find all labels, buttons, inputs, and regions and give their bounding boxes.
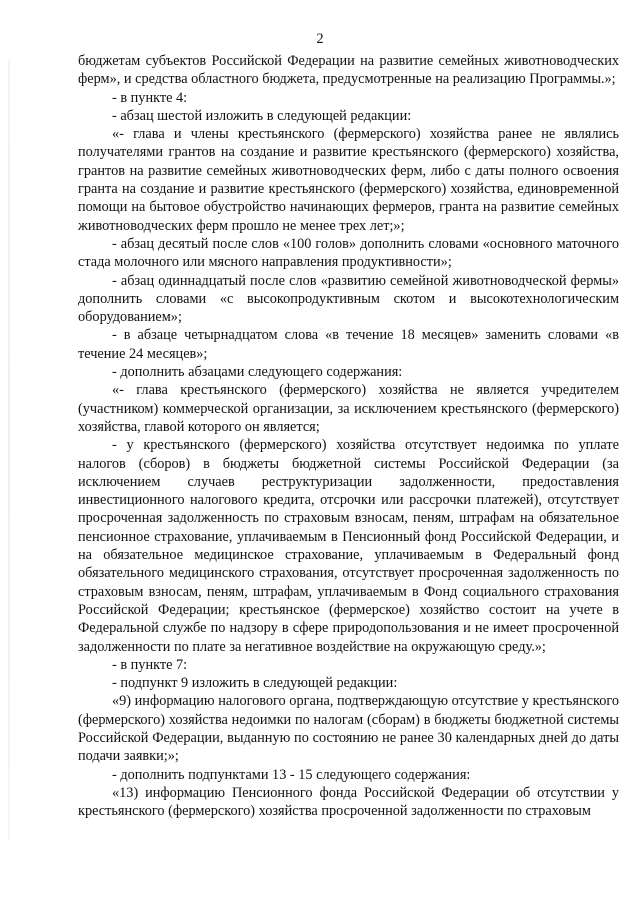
paragraph-1: бюджетам субъектов Российской Федерации на развитие семейных животноводческих ферм», и средства областного бюджета, предусмотренные на реализацию Программы.»; [78, 53, 619, 88]
paragraph-14: - дополнить подпунктами 13 - 15 следующего содержания: [112, 766, 471, 783]
paragraph-8: - дополнить абзацами следующего содержания: [112, 364, 403, 381]
paragraph-11: - в пункте 7: [112, 656, 188, 673]
page-number: 2 [316, 31, 324, 47]
paragraph-3: - абзац шестой изложить в следующей редакции: [112, 107, 412, 124]
document-body [78, 52, 619, 820]
paragraph-12: - подпункт 9 изложить в следующей редакции: [112, 675, 398, 692]
scan-edge-shadow [8, 60, 10, 840]
paragraph-2: - в пункте 4: [112, 89, 188, 106]
paragraph-4: «- глава и члены крестьянского (фермерского) хозяйства ранее не являлись получателями грантов на создание и развитие крестьянского (фермерского) хозяйства, грантов на развитие семейных животноводческих ферм, либо с даты полного освоения гранта на создание и развитие крестьянского (фермерского) хозяйства, единовременной помощи на бытовое обустройство начинающих фермеров, гранта на развитие семейных животноводческих ферм прошло не менее трех лет;»; [78, 126, 619, 234]
paragraph-13: «9) информацию налогового органа, подтверждающую отсутствие у крестьянского (фермерского) хозяйства недоимки по налогам (сборам) в бюджеты бюджетной системы Российской Федерации, выданную по состоянию не ранее 30 календарных дней до даты подачи заявки;»; [78, 693, 619, 765]
paragraph-5: - абзац десятый после слов «100 голов» дополнить словами «основного маточного стада молочного или мясного направления продуктивности»; [78, 235, 619, 271]
paragraph-7: - в абзаце четырнадцатом слова «в течение 18 месяцев» заменить словами «в течение 24 месяцев»; [78, 327, 619, 362]
paragraph-10: - у крестьянского (фермерского) хозяйства отсутствует недоимка по уплате налогов (сборов) в бюджеты бюджетной системы Российской Федерации (за исключением случаев реструктуризации задолженности, предоставления инвестиционного налогового кредита, отсрочки или рассрочки платежей), отсутствует просроченная задолженность по страховым взносам, пеням, штрафам на обязательное пенсионное страхование, уплачиваемым в Пенсионный фонд Российской Федерации, и на обязательное медицинское страхование, уплачиваемым в Федеральный фонд обязательного медицинского страхования, отсутствует просроченная задолженность по страховым взносам, пеням, штрафам, уплачиваемым в Фонд социального страхования Российской Федерации; крестьянское (фермерское) хозяйство состоит на учете в Федеральной службе по надзору в сфере природопользования и не имеет просроченной задолженности по плате за негативное воздействие на окружающую среду.»; [78, 437, 619, 655]
paragraph-6: - абзац одиннадцатый после слов «развитию семейной животноводческой фермы» дополнить словами «с высокопродуктивным скотом и высокотехнологическим оборудованием»; [78, 272, 619, 326]
paragraph-9: «- глава крестьянского (фермерского) хозяйства не является учредителем (участником) коммерческой организации, за исключением крестьянского (фермерского) хозяйства, главой которого он является; [78, 382, 619, 435]
paragraph-15: «13) информацию Пенсионного фонда Российской Федерации об отсутствии у крестьянского (фермерского) хозяйства просроченной задолженности по страховым [78, 784, 619, 820]
